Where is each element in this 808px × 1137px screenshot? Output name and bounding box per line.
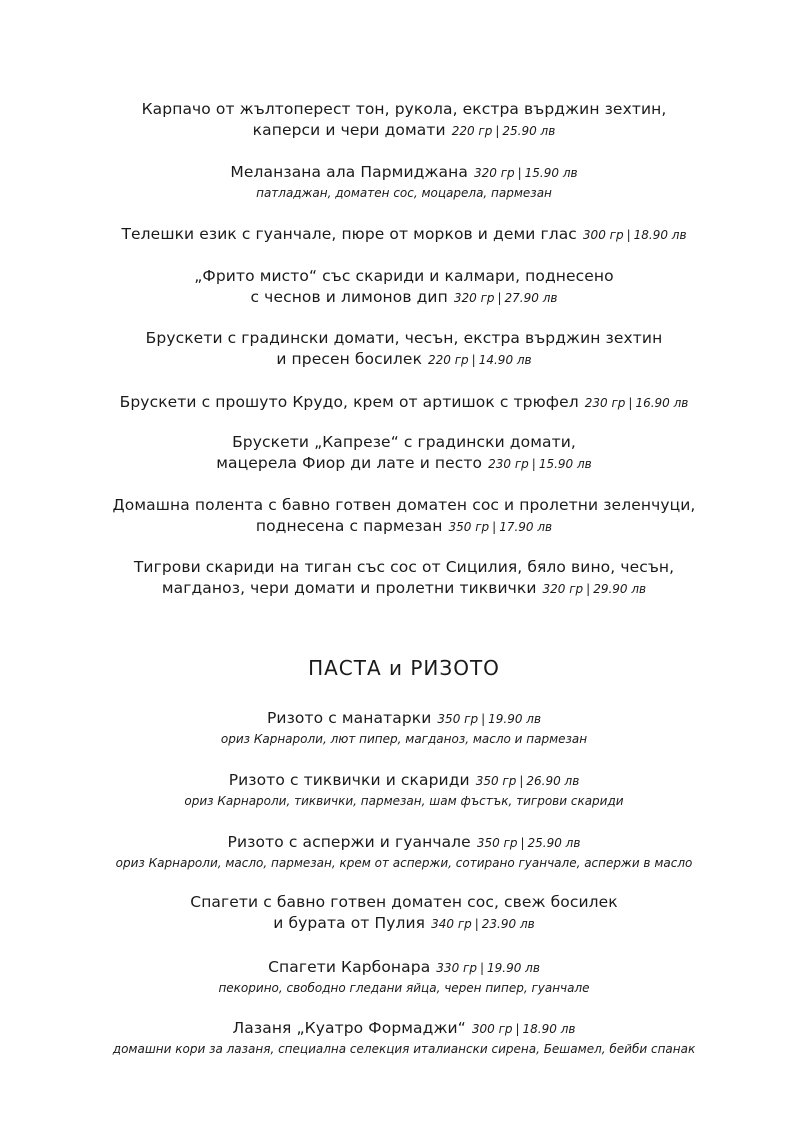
menu-item-name: каперси и чери домати (252, 121, 446, 139)
menu-item-name-line (0, 708, 808, 730)
menu-item-weight: 320 гр (453, 291, 495, 305)
menu-item (0, 557, 808, 600)
menu-item-name: и бурата от Пулия (273, 914, 426, 932)
menu-item-weight: 340 гр (431, 917, 472, 931)
menu-item-name: Ризото с манатарки (266, 709, 432, 727)
menu-item-name: магданоз, чери домати и пролетни тиквички (161, 579, 537, 597)
menu-item-weight: 330 гр (436, 961, 477, 975)
menu-item-price: 26.90 лв (526, 774, 580, 788)
menu-item-weight: 220 гр (451, 124, 493, 138)
menu-item (0, 162, 808, 202)
price-separator: | (474, 917, 479, 931)
price-separator: | (495, 124, 500, 138)
menu-item-price: 15.90 лв (524, 166, 578, 180)
menu-item-name-line (0, 770, 808, 792)
price-separator: | (520, 836, 525, 850)
menu-item-name-line (0, 162, 808, 184)
menu-item-name-line (0, 832, 808, 854)
menu-item-price: 25.90 лв (527, 836, 581, 850)
menu-item-weight: 300 гр (471, 1022, 513, 1036)
menu-item-weight: 230 гр (584, 396, 626, 410)
price-separator: | (519, 774, 524, 788)
menu-item-name-line (0, 349, 808, 371)
price-separator: | (471, 353, 476, 367)
menu-item-weight: 220 гр (428, 353, 469, 367)
menu-item-name-line (0, 392, 808, 414)
menu-item-price: 29.90 лв (593, 582, 647, 596)
menu-item (0, 708, 808, 748)
menu-item-price: 27.90 лв (504, 291, 558, 305)
menu-item (0, 770, 808, 810)
price-separator: | (481, 712, 486, 726)
menu-item-name-line (0, 913, 808, 935)
menu-item-description: домашни кори за лазаня, специална селекция италиански сирена, Бешамел, бейби спанак (112, 1042, 696, 1056)
menu-item-name: „Фрито мисто“ със скариди и калмари, поднесено (194, 267, 614, 285)
menu-item-price: 19.90 лв (488, 712, 542, 726)
menu-item-price: 17.90 лв (499, 520, 553, 534)
menu-item-price: 18.90 лв (522, 1022, 576, 1036)
price-separator: | (515, 1022, 520, 1036)
price-separator: | (497, 291, 502, 305)
menu-item (0, 266, 808, 309)
menu-item-price: 23.90 лв (481, 917, 535, 931)
menu-item-name: мацерела Фиор ди лате и песто (216, 454, 483, 472)
menu-item-name: Ризото с аспержи и гуанчале (227, 833, 471, 851)
price-separator: | (492, 520, 497, 534)
menu-item-name: Спагети Карбонара (268, 958, 431, 976)
menu-item-weight: 300 гр (582, 228, 624, 242)
menu-item (0, 328, 808, 371)
menu-item-name-line (0, 453, 808, 475)
menu-item-name-line (0, 120, 808, 142)
menu-item-name: Меланзана ала Пармиджана (230, 163, 468, 181)
menu-item-name: Брускети с прошуто Крудо, крем от артишок с трюфел (119, 393, 579, 411)
menu-item-name: Домашна полента с бавно готвен доматен сос и пролетни зеленчуци, (112, 496, 696, 514)
menu-item-name: Брускети „Капрезе“ с градински домати, (232, 433, 576, 451)
menu-item-name: Ризото с тиквички и скариди (228, 771, 470, 789)
price-separator: | (626, 228, 631, 242)
menu-item-price: 16.90 лв (635, 396, 689, 410)
menu-item-name-line (0, 578, 808, 600)
menu-item (0, 432, 808, 475)
menu-item-name: Телешки език с гуанчале, пюре от морков и деми глас (121, 225, 577, 243)
menu-item (0, 957, 808, 997)
menu-item-weight: 320 гр (542, 582, 584, 596)
menu-item-weight: 350 гр (437, 712, 479, 726)
price-separator: | (586, 582, 591, 596)
menu-item-price: 15.90 лв (538, 457, 592, 471)
menu-item (0, 1018, 808, 1058)
menu-item-name: Тигрови скариди на тиган със сос от Сицилия, бяло вино, чесън, (133, 558, 675, 576)
menu-item-weight: 350 гр (476, 836, 518, 850)
section-title: ПАСТА и РИЗОТО (308, 656, 500, 680)
menu-item-name: с чеснов и лимонов дип (250, 288, 448, 306)
menu-item (0, 832, 808, 872)
menu-item-name: Спагети с бавно готвен доматен сос, свеж босилек (190, 893, 618, 911)
menu-item-name-line (0, 224, 808, 246)
menu-item (0, 892, 808, 935)
menu-item-weight: 350 гр (448, 520, 490, 534)
menu-item (0, 224, 808, 246)
menu-item-name: поднесена с пармезан (255, 517, 443, 535)
menu-item-name-line (0, 957, 808, 979)
menu-item-name-line (0, 1018, 808, 1040)
menu-item-weight: 230 гр (488, 457, 529, 471)
menu-item-price: 25.90 лв (502, 124, 556, 138)
price-separator: | (628, 396, 633, 410)
menu-item-price: 18.90 лв (633, 228, 687, 242)
menu-item-weight: 350 гр (475, 774, 517, 788)
menu-item-description: ориз Карнароли, лют пипер, магданоз, масло и пармезан (220, 732, 588, 746)
price-separator: | (531, 457, 536, 471)
menu-item-price: 19.90 лв (486, 961, 540, 975)
menu-item-description: ориз Карнароли, масло, пармезан, крем от аспержи, сотирано гуанчале, аспержи в масло (115, 856, 693, 870)
menu-item-price: 14.90 лв (478, 353, 532, 367)
menu-item-weight: 320 гр (473, 166, 515, 180)
menu-item-description: пекорино, свободно гледани яйца, черен пипер, гуанчале (218, 981, 590, 995)
menu-item (0, 495, 808, 538)
price-separator: | (517, 166, 522, 180)
price-separator: | (479, 961, 484, 975)
menu-item-name-line (0, 287, 808, 309)
menu-item-description: ориз Карнароли, тиквички, пармезан, шам фъстък, тигрови скариди (184, 794, 624, 808)
menu-item-name: Брускети с градински домати, чесън, екстра върджин зехтин (145, 329, 663, 347)
menu-item-name-line (0, 516, 808, 538)
menu-item-name: и пресен босилек (276, 350, 423, 368)
menu-item-name: Карпачо от жълтоперест тон, рукола, екстра върджин зехтин, (141, 100, 667, 118)
menu-item-description: патладжан, доматен сос, моцарела, пармезан (256, 186, 552, 200)
menu-item (0, 392, 808, 414)
menu-item (0, 99, 808, 142)
menu-item-name: Лазаня „Куатро Формаджи“ (232, 1019, 466, 1037)
